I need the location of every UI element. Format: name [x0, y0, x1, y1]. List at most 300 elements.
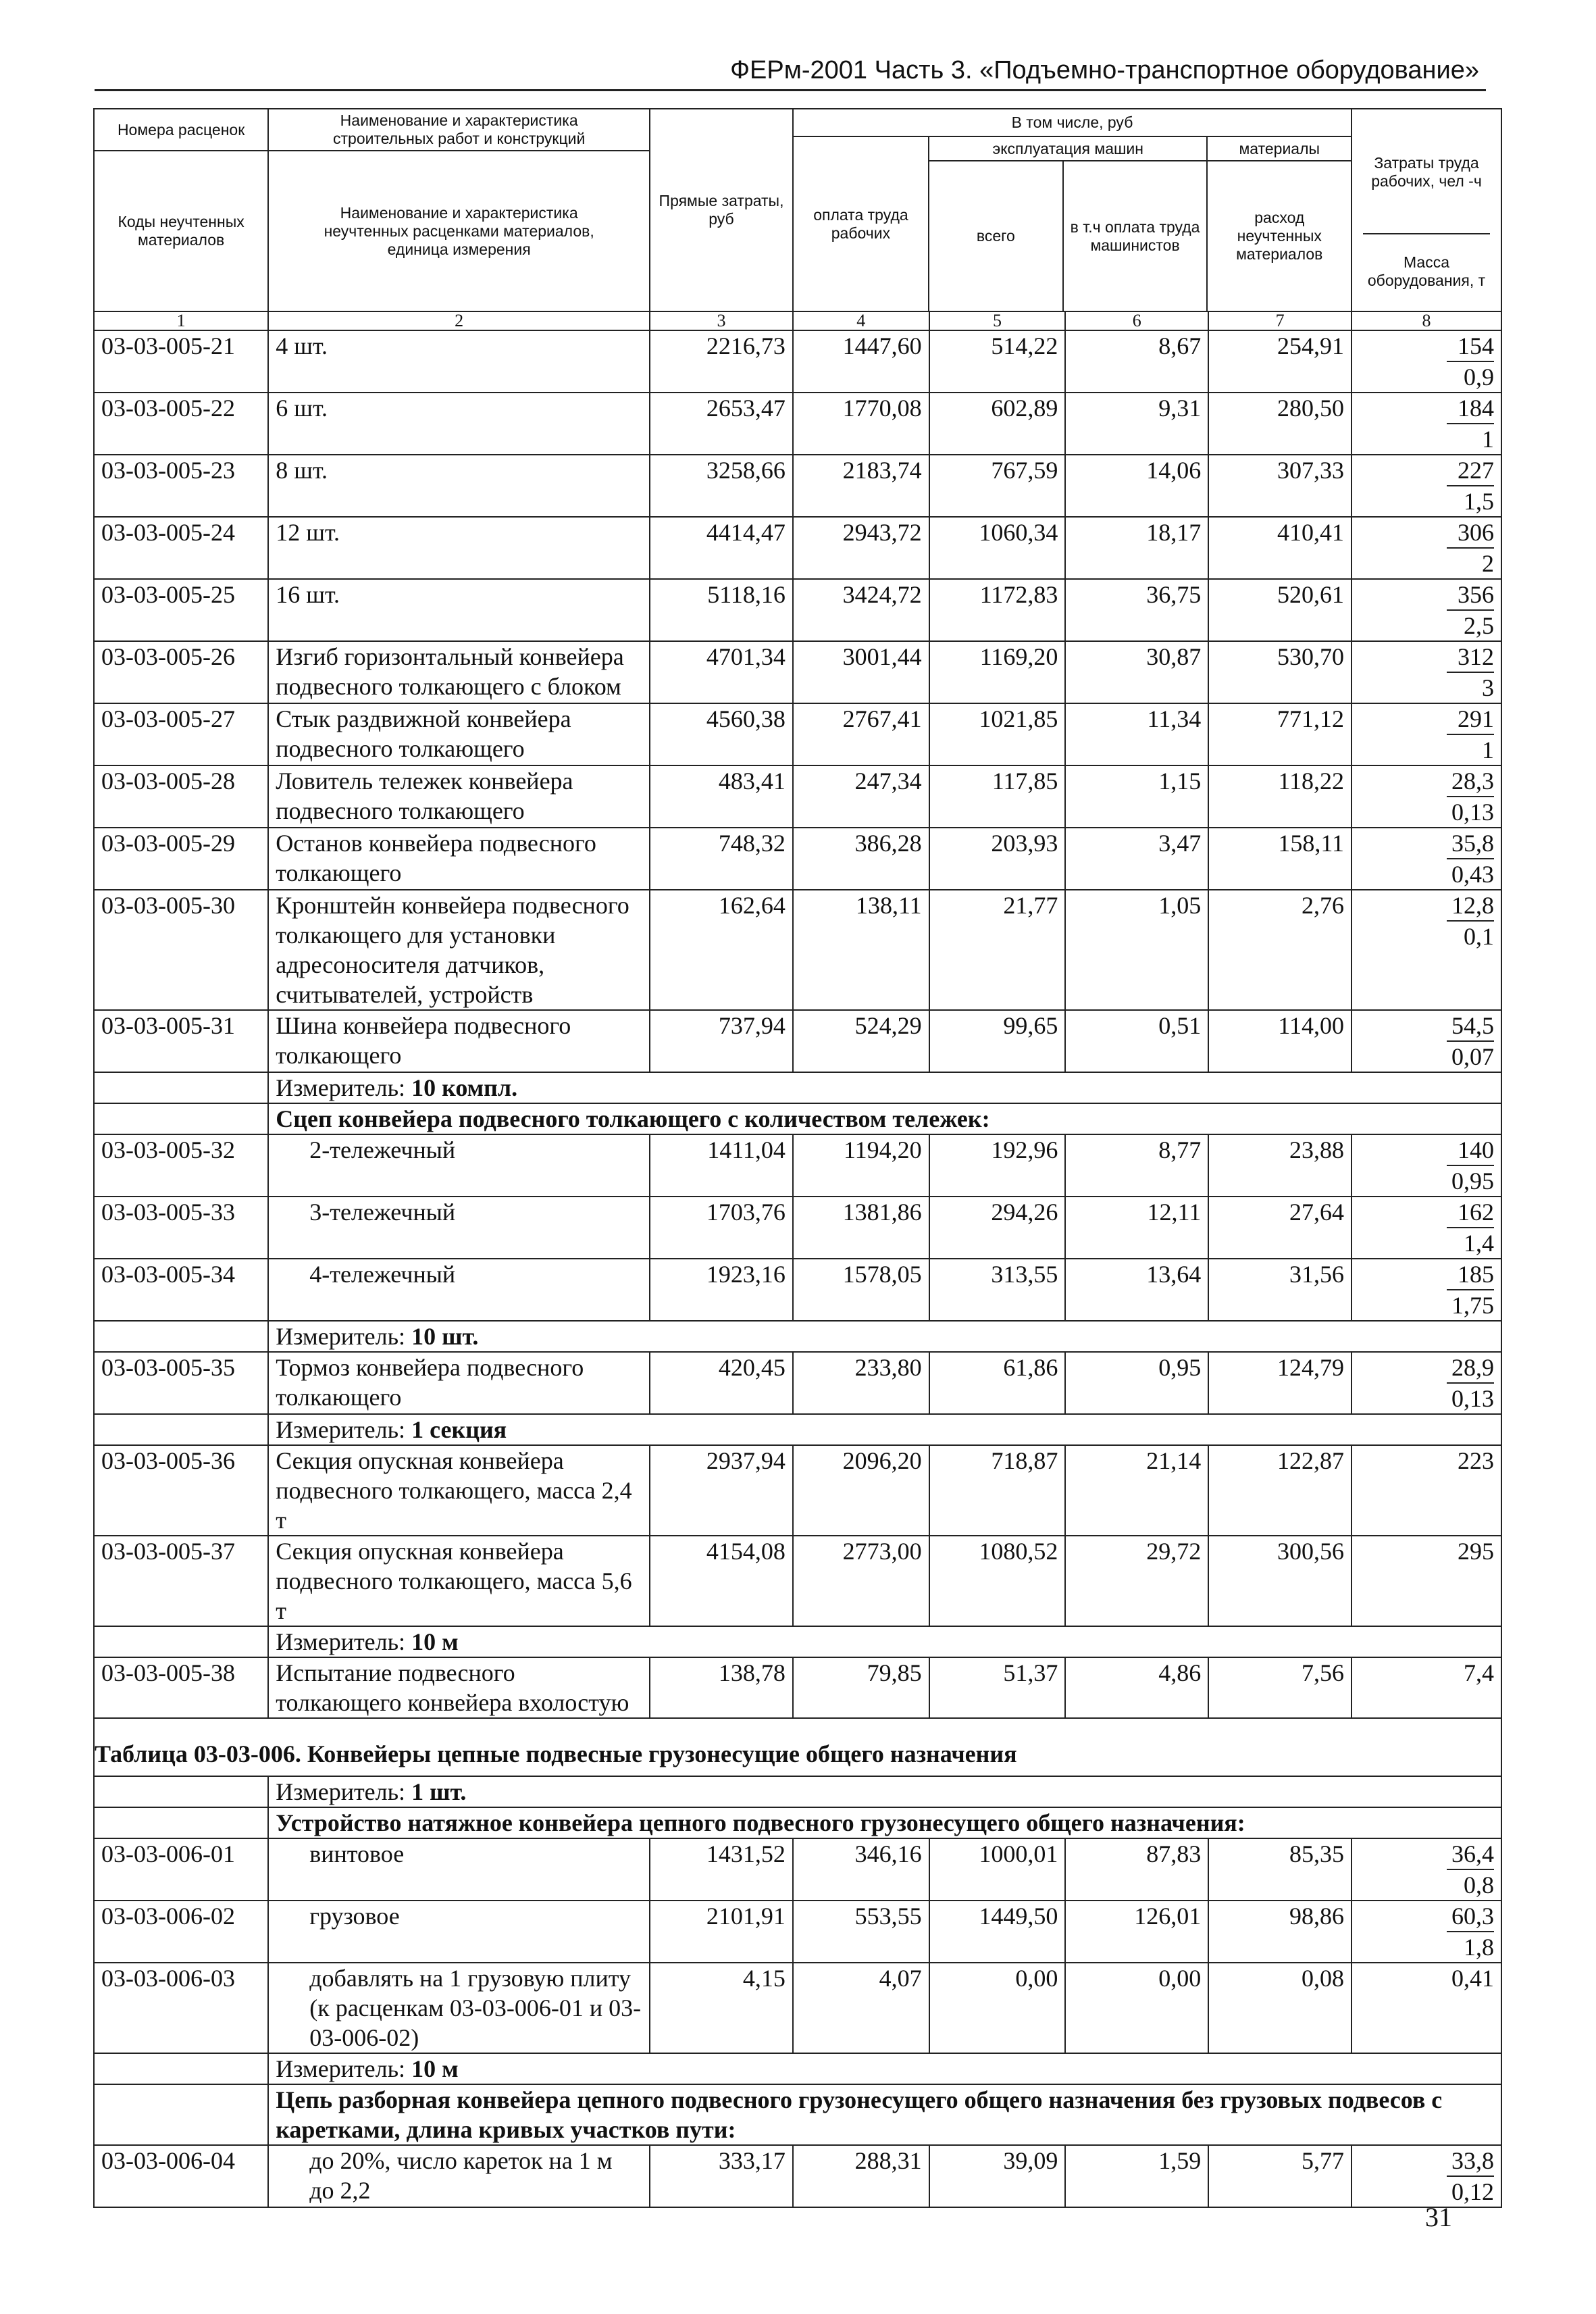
operator-wages: 9,31 [1065, 393, 1208, 455]
labor-hours: 60,3 [1447, 1901, 1494, 1932]
table-row [94, 1901, 1501, 1963]
machine-total: 203,93 [929, 828, 1066, 890]
machine-total: 718,87 [929, 1445, 1066, 1536]
table-row [94, 1963, 1501, 2053]
equipment-mass: 2,5 [1464, 612, 1494, 639]
labor-and-mass [1352, 455, 1501, 517]
equipment-mass: 1,75 [1451, 1292, 1494, 1319]
table-row [94, 765, 1501, 828]
table-title: Таблица 03-03-006. Конвейеры цепные подвесные грузонесущие общего назначения [94, 1718, 1501, 1776]
equipment-mass: 0,1 [1464, 923, 1494, 950]
col-num-2: 2 [268, 311, 650, 330]
operator-wages: 30,87 [1065, 641, 1208, 703]
work-name: 8 шт. [268, 455, 650, 517]
labor-wages: 1770,08 [793, 393, 929, 455]
table-row [94, 455, 1501, 517]
operator-wages: 4,86 [1065, 1657, 1208, 1718]
table-row [94, 1838, 1501, 1901]
header-materialy: материалы [1207, 136, 1351, 161]
machine-total: 602,89 [929, 393, 1066, 455]
labor-wages: 1381,86 [793, 1197, 929, 1259]
table-title-row [94, 1718, 1501, 1776]
header-zatraty: Затраты труда рабочих, чел -ч [1371, 154, 1482, 190]
machine-total: 1169,20 [929, 641, 1066, 703]
equipment-mass: 0,13 [1451, 1385, 1494, 1412]
machine-total: 1449,50 [929, 1901, 1066, 1963]
machine-total: 21,77 [929, 890, 1066, 1010]
equipment-mass: 0,43 [1451, 861, 1494, 888]
machine-total: 39,09 [929, 2145, 1066, 2207]
operator-wages: 12,11 [1065, 1197, 1208, 1259]
materials: 0,08 [1208, 1963, 1352, 2053]
equipment-mass: 1,4 [1464, 1230, 1494, 1257]
machine-total: 767,59 [929, 455, 1066, 517]
work-name: Останов конвейера подвесного толкающего [268, 828, 650, 890]
measure-cell [268, 1626, 1501, 1657]
labor-wages: 2767,41 [793, 703, 929, 765]
labor-hours: 356 [1447, 580, 1494, 611]
header-nomera: Номера расценок [95, 109, 267, 151]
rate-code: 03-03-005-29 [94, 828, 268, 890]
rate-code: 03-03-005-21 [94, 330, 268, 393]
group-row [94, 2084, 1501, 2145]
group-row [94, 1807, 1501, 1838]
empty-cell [94, 1807, 268, 1838]
measure-value: 10 м [411, 1628, 459, 1655]
operator-wages: 1,15 [1065, 765, 1208, 828]
operator-wages: 1,59 [1065, 2145, 1208, 2207]
rate-code: 03-03-005-31 [94, 1010, 268, 1072]
empty-cell [94, 1626, 268, 1657]
direct-costs: 1923,16 [650, 1259, 793, 1321]
labor-wages: 233,80 [793, 1352, 929, 1414]
operator-wages: 0,95 [1065, 1352, 1208, 1414]
direct-costs: 2653,47 [650, 393, 793, 455]
measure-row [94, 1072, 1501, 1103]
labor-hours: 223 [1458, 1447, 1494, 1474]
operator-wages: 8,77 [1065, 1134, 1208, 1197]
measure-row [94, 1776, 1501, 1807]
table-row [94, 1134, 1501, 1197]
materials: 520,61 [1208, 579, 1352, 641]
work-name: 16 шт. [268, 579, 650, 641]
header-v-tom-chisle-label: В том числе, руб [794, 109, 1351, 136]
materials: 254,91 [1208, 330, 1352, 393]
machine-total: 514,22 [929, 330, 1066, 393]
equipment-mass: 3 [1482, 674, 1494, 701]
labor-wages: 2183,74 [793, 455, 929, 517]
labor-and-mass [1352, 890, 1501, 1010]
group-heading: Сцеп конвейера подвесного толкающего с количеством тележек: [268, 1103, 1501, 1134]
labor-and-mass [1352, 1536, 1501, 1626]
machine-total: 0,00 [929, 1963, 1066, 2053]
labor-wages: 2773,00 [793, 1536, 929, 1626]
direct-costs: 162,64 [650, 890, 793, 1010]
labor-and-mass [1352, 1963, 1501, 2053]
direct-costs: 5118,16 [650, 579, 793, 641]
labor-hours: 35,8 [1447, 828, 1494, 859]
measure-value: 10 м [411, 2055, 459, 2082]
operator-wages: 13,64 [1065, 1259, 1208, 1321]
direct-costs: 737,94 [650, 1010, 793, 1072]
empty-cell [94, 1072, 268, 1103]
labor-wages: 1447,60 [793, 330, 929, 393]
direct-costs: 748,32 [650, 828, 793, 890]
column-number-row [94, 311, 1501, 330]
measure-label: Измеритель: [276, 1323, 406, 1350]
empty-cell [94, 1321, 268, 1352]
work-name: добавлять на 1 грузовую плиту (к расценкам 03-03-006-01 и 03-03-006-02) [268, 1963, 650, 2053]
labor-wages: 79,85 [793, 1657, 929, 1718]
labor-and-mass [1352, 828, 1501, 890]
equipment-mass: 0,07 [1451, 1043, 1494, 1070]
labor-wages: 3424,72 [793, 579, 929, 641]
work-name: винтовое [268, 1838, 650, 1901]
materials: 300,56 [1208, 1536, 1352, 1626]
equipment-mass: 0,12 [1451, 2178, 1494, 2205]
measure-cell [268, 1414, 1501, 1445]
work-name: Тормоз конвейера подвесного толкающего [268, 1352, 650, 1414]
machine-total: 51,37 [929, 1657, 1066, 1718]
equipment-mass: 1,8 [1464, 1934, 1494, 1961]
work-name: Изгиб горизонтальный конвейера подвесного толкающего с блоком [268, 641, 650, 703]
measure-row [94, 1321, 1501, 1352]
machine-total: 1021,85 [929, 703, 1066, 765]
work-name: 4-тележечный [268, 1259, 650, 1321]
operator-wages: 1,05 [1065, 890, 1208, 1010]
table-header-row [94, 109, 1501, 311]
rate-code: 03-03-006-01 [94, 1838, 268, 1901]
machine-total: 117,85 [929, 765, 1066, 828]
work-name: Стык раздвижной конвейера подвесного толкающего [268, 703, 650, 765]
measure-row [94, 2053, 1501, 2084]
labor-hours: 54,5 [1447, 1011, 1494, 1042]
header-codes [94, 109, 268, 311]
work-name: Шина конвейера подвесного толкающего [268, 1010, 650, 1072]
measure-row [94, 1626, 1501, 1657]
materials: 5,77 [1208, 2145, 1352, 2207]
direct-costs: 4560,38 [650, 703, 793, 765]
direct-costs: 483,41 [650, 765, 793, 828]
col-num-3: 3 [650, 311, 793, 330]
materials: 114,00 [1208, 1010, 1352, 1072]
labor-wages: 2943,72 [793, 517, 929, 579]
labor-and-mass [1352, 1657, 1501, 1718]
labor-hours: 295 [1458, 1538, 1494, 1565]
operator-wages: 36,75 [1065, 579, 1208, 641]
header-zatraty-cell [1352, 109, 1501, 311]
labor-and-mass [1352, 703, 1501, 765]
rate-code: 03-03-005-28 [94, 765, 268, 828]
materials: 158,11 [1208, 828, 1352, 890]
labor-hours: 162 [1447, 1197, 1494, 1228]
rates-table [93, 108, 1502, 2208]
operator-wages: 18,17 [1065, 517, 1208, 579]
machine-total: 192,96 [929, 1134, 1066, 1197]
rate-code: 03-03-005-34 [94, 1259, 268, 1321]
rate-code: 03-03-005-25 [94, 579, 268, 641]
table-row [94, 1657, 1501, 1718]
rate-code: 03-03-005-23 [94, 455, 268, 517]
operator-wages: 8,67 [1065, 330, 1208, 393]
labor-hours: 227 [1447, 455, 1494, 486]
operator-wages: 11,34 [1065, 703, 1208, 765]
table-row [94, 1445, 1501, 1536]
header-naim2: Наименование и характеристика неучтенных расценками материалов, единица измерения [324, 203, 594, 258]
work-name: Секция опускная конвейера подвесного толкающего, масса 2,4 т [268, 1445, 650, 1536]
measure-cell [268, 1776, 1501, 1807]
operator-wages: 21,14 [1065, 1445, 1208, 1536]
work-name: грузовое [268, 1901, 650, 1963]
measure-label: Измеритель: [276, 1778, 406, 1805]
direct-costs: 4701,34 [650, 641, 793, 703]
rate-code: 03-03-005-33 [94, 1197, 268, 1259]
direct-costs: 1411,04 [650, 1134, 793, 1197]
rate-code: 03-03-005-35 [94, 1352, 268, 1414]
equipment-mass: 1 [1482, 426, 1494, 453]
empty-cell [94, 1103, 268, 1134]
operator-wages: 0,51 [1065, 1010, 1208, 1072]
direct-costs: 1431,52 [650, 1838, 793, 1901]
materials: 7,56 [1208, 1657, 1352, 1718]
labor-wages: 1194,20 [793, 1134, 929, 1197]
measure-cell [268, 1072, 1501, 1103]
labor-and-mass [1352, 765, 1501, 828]
labor-hours: 7,4 [1464, 1659, 1494, 1686]
work-name: 12 шт. [268, 517, 650, 579]
rate-code: 03-03-005-26 [94, 641, 268, 703]
empty-cell [94, 1414, 268, 1445]
labor-wages: 138,11 [793, 890, 929, 1010]
labor-and-mass [1352, 1010, 1501, 1072]
machine-total: 1000,01 [929, 1838, 1066, 1901]
machine-total: 99,65 [929, 1010, 1066, 1072]
measure-value: 1 шт. [411, 1778, 467, 1805]
rate-code: 03-03-005-32 [94, 1134, 268, 1197]
materials: 307,33 [1208, 455, 1352, 517]
direct-costs: 2216,73 [650, 330, 793, 393]
table-row [94, 1259, 1501, 1321]
direct-costs: 138,78 [650, 1657, 793, 1718]
rate-code: 03-03-006-03 [94, 1963, 268, 2053]
work-name: 4 шт. [268, 330, 650, 393]
equipment-mass: 0,95 [1451, 1167, 1494, 1194]
equipment-mass: 0,13 [1451, 799, 1494, 826]
header-rashod: расход неучтенных материалов [1236, 209, 1323, 263]
table-row [94, 1197, 1501, 1259]
equipment-mass: 0,9 [1464, 363, 1494, 391]
materials: 27,64 [1208, 1197, 1352, 1259]
header-v-tom-chisle [793, 109, 1352, 311]
labor-and-mass [1352, 1197, 1501, 1259]
rate-code: 03-03-005-38 [94, 1657, 268, 1718]
table-row [94, 330, 1501, 393]
table-row [94, 517, 1501, 579]
empty-cell [94, 2053, 268, 2084]
measure-label: Измеритель: [276, 2055, 406, 2082]
table-row [94, 2145, 1501, 2207]
labor-wages: 524,29 [793, 1010, 929, 1072]
direct-costs: 4,15 [650, 1963, 793, 2053]
group-row [94, 1103, 1501, 1134]
header-kody: Коды неучтенных материалов [118, 213, 244, 249]
materials: 85,35 [1208, 1838, 1352, 1901]
labor-wages: 288,31 [793, 2145, 929, 2207]
work-name: Испытание подвесного толкающего конвейера вхолостую [268, 1657, 650, 1718]
table-row [94, 828, 1501, 890]
materials: 530,70 [1208, 641, 1352, 703]
labor-and-mass [1352, 1259, 1501, 1321]
group-heading: Устройство натяжное конвейера цепного подвесного грузонесущего общего назначения: [268, 1807, 1501, 1838]
labor-hours: 28,9 [1447, 1353, 1494, 1384]
labor-wages: 346,16 [793, 1838, 929, 1901]
direct-costs: 3258,66 [650, 455, 793, 517]
labor-hours: 184 [1447, 393, 1494, 424]
table-row [94, 1536, 1501, 1626]
empty-cell [94, 1776, 268, 1807]
labor-hours: 306 [1447, 518, 1494, 549]
labor-hours: 185 [1447, 1259, 1494, 1290]
col-num-5: 5 [929, 311, 1066, 330]
labor-hours: 291 [1447, 704, 1494, 735]
page-header [95, 49, 1486, 91]
work-name: 2-тележечный [268, 1134, 650, 1197]
col-num-7: 7 [1208, 311, 1352, 330]
measure-label: Измеритель: [276, 1416, 406, 1443]
materials: 771,12 [1208, 703, 1352, 765]
rate-code: 03-03-006-02 [94, 1901, 268, 1963]
measure-cell [268, 2053, 1501, 2084]
labor-hours: 28,3 [1447, 766, 1494, 797]
work-name: до 20%, число кареток на 1 м до 2,2 [268, 2145, 650, 2207]
labor-wages: 1578,05 [793, 1259, 929, 1321]
equipment-mass: 0,8 [1464, 1871, 1494, 1898]
work-name: Ловитель тележек конвейера подвесного толкающего [268, 765, 650, 828]
measure-label: Измеритель: [276, 1628, 406, 1655]
direct-costs: 1703,76 [650, 1197, 793, 1259]
col-num-1: 1 [94, 311, 268, 330]
rate-code: 03-03-005-22 [94, 393, 268, 455]
machine-total: 61,86 [929, 1352, 1066, 1414]
empty-cell [94, 2084, 268, 2145]
header-ekspl: эксплуатация машин [929, 136, 1207, 161]
rate-code: 03-03-005-37 [94, 1536, 268, 1626]
labor-and-mass [1352, 330, 1501, 393]
header-names [268, 109, 650, 311]
col-num-8: 8 [1352, 311, 1501, 330]
header-naim1: Наименование и характеристика строительных работ и конструкций [269, 109, 649, 151]
machine-total: 1080,52 [929, 1536, 1066, 1626]
materials: 31,56 [1208, 1259, 1352, 1321]
labor-hours: 12,8 [1447, 890, 1494, 922]
measure-value: 10 компл. [411, 1074, 518, 1101]
materials: 23,88 [1208, 1134, 1352, 1197]
equipment-mass: 2 [1482, 550, 1494, 577]
rate-code: 03-03-005-30 [94, 890, 268, 1010]
col-num-4: 4 [793, 311, 929, 330]
header-vt-oplata: в т.ч оплата труда машинистов [1063, 161, 1208, 311]
labor-wages: 3001,44 [793, 641, 929, 703]
operator-wages: 126,01 [1065, 1901, 1208, 1963]
measure-row [94, 1414, 1501, 1445]
labor-hours: 33,8 [1447, 2146, 1494, 2177]
rate-code: 03-03-005-36 [94, 1445, 268, 1536]
work-name: 6 шт. [268, 393, 650, 455]
measure-label: Измеритель: [276, 1074, 406, 1101]
materials: 2,76 [1208, 890, 1352, 1010]
labor-hours: 0,41 [1451, 1965, 1494, 1992]
labor-wages: 4,07 [793, 1963, 929, 2053]
direct-costs: 4154,08 [650, 1536, 793, 1626]
labor-and-mass [1352, 1352, 1501, 1414]
labor-and-mass [1352, 641, 1501, 703]
direct-costs: 4414,47 [650, 517, 793, 579]
header-massa: Масса оборудования, т [1363, 233, 1490, 309]
direct-costs: 333,17 [650, 2145, 793, 2207]
table-row [94, 1010, 1501, 1072]
direct-costs: 2937,94 [650, 1445, 793, 1536]
labor-and-mass [1352, 2145, 1501, 2207]
group-heading: Цепь разборная конвейера цепного подвесного грузонесущего общего назначения без грузовых подвесов с каретками, длина кривых участков пути: [268, 2084, 1501, 2145]
direct-costs: 2101,91 [650, 1901, 793, 1963]
equipment-mass: 1,5 [1464, 488, 1494, 515]
measure-cell [268, 1321, 1501, 1352]
labor-wages: 386,28 [793, 828, 929, 890]
materials: 98,86 [1208, 1901, 1352, 1963]
operator-wages: 14,06 [1065, 455, 1208, 517]
machine-total: 313,55 [929, 1259, 1066, 1321]
direct-costs: 420,45 [650, 1352, 793, 1414]
labor-wages: 2096,20 [793, 1445, 929, 1536]
table-row [94, 1352, 1501, 1414]
labor-and-mass [1352, 393, 1501, 455]
operator-wages: 29,72 [1065, 1536, 1208, 1626]
header-oplata: оплата труда рабочих [794, 136, 929, 311]
work-name: 3-тележечный [268, 1197, 650, 1259]
rate-code: 03-03-006-04 [94, 2145, 268, 2207]
materials: 122,87 [1208, 1445, 1352, 1536]
operator-wages: 87,83 [1065, 1838, 1208, 1901]
table-row [94, 890, 1501, 1010]
labor-and-mass [1352, 1134, 1501, 1197]
table-row [94, 703, 1501, 765]
labor-and-mass [1352, 579, 1501, 641]
labor-hours: 154 [1447, 331, 1494, 362]
header-vsego: всего [929, 161, 1063, 311]
table-row [94, 641, 1501, 703]
labor-hours: 140 [1447, 1135, 1494, 1166]
work-name: Кронштейн конвейера подвесного толкающего для установки адресоносителя датчиков, считывателей, устройств [268, 890, 650, 1010]
page-number: 31 [1425, 2202, 1452, 2232]
labor-and-mass [1352, 1901, 1501, 1963]
header-pryamye: Прямые затраты, руб [650, 109, 793, 311]
labor-and-mass [1352, 517, 1501, 579]
table-row [94, 579, 1501, 641]
labor-hours: 36,4 [1447, 1839, 1494, 1870]
operator-wages: 0,00 [1065, 1963, 1208, 2053]
machine-total: 1172,83 [929, 579, 1066, 641]
labor-hours: 312 [1447, 642, 1494, 673]
materials: 410,41 [1208, 517, 1352, 579]
work-name: Секция опускная конвейера подвесного толкающего, масса 5,6 т [268, 1536, 650, 1626]
materials: 118,22 [1208, 765, 1352, 828]
labor-and-mass [1352, 1838, 1501, 1901]
col-num-6: 6 [1065, 311, 1208, 330]
rate-code: 03-03-005-27 [94, 703, 268, 765]
labor-and-mass [1352, 1445, 1501, 1536]
materials: 124,79 [1208, 1352, 1352, 1414]
labor-wages: 553,55 [793, 1901, 929, 1963]
